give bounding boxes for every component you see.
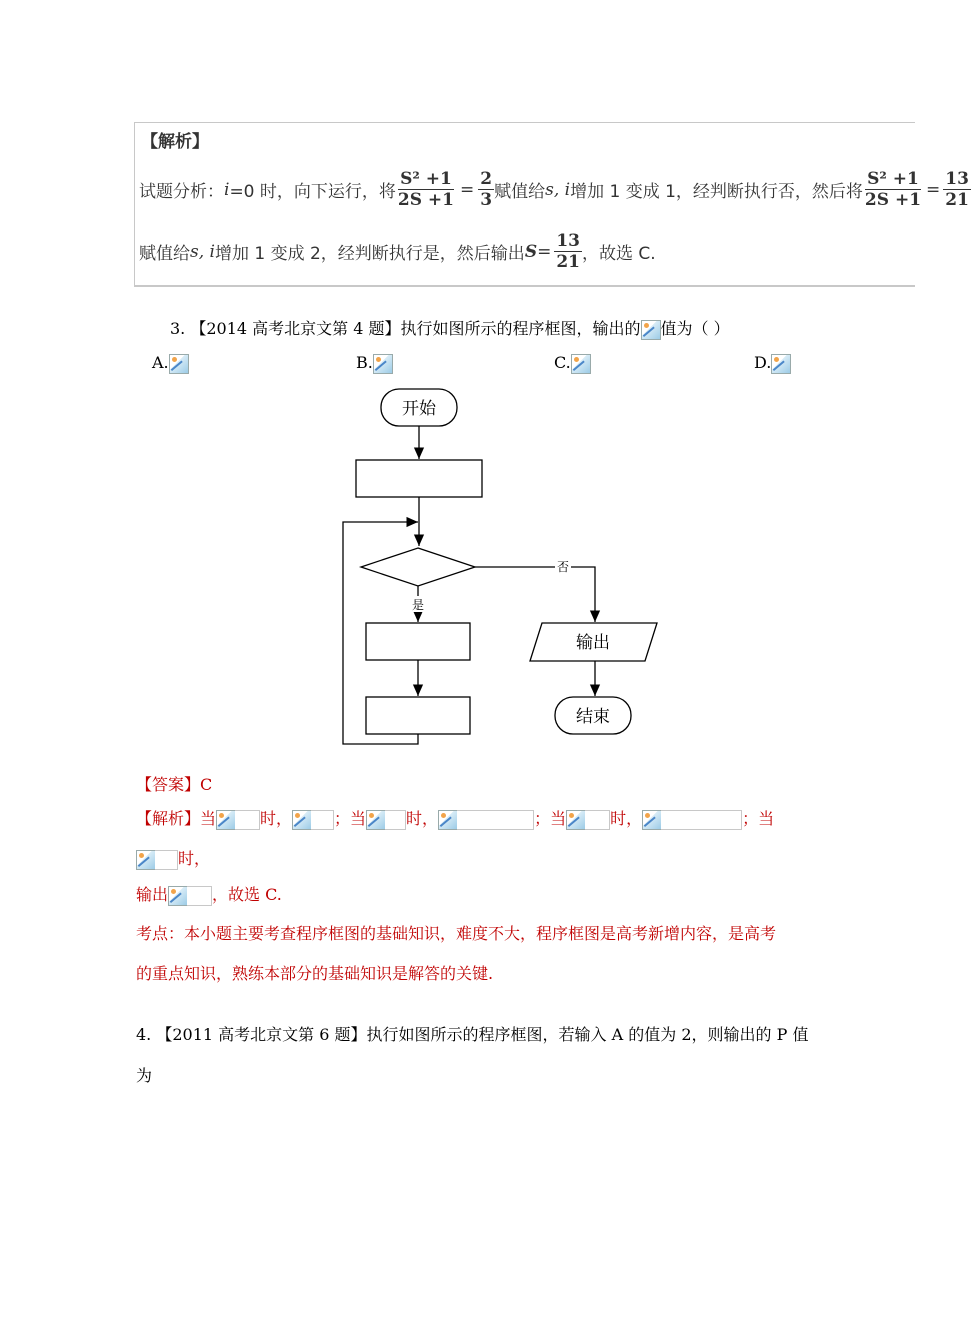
fraction-4: $\frac{13}{21}$ xyxy=(945,169,969,210)
fraction-5: $\frac{13}{21}$ xyxy=(556,231,581,272)
no-label: 否 xyxy=(556,560,570,574)
fraction-1: $\frac{\text{S² +1}}{2S +1}$ xyxy=(397,169,455,210)
analysis-line-1: 试题分析： i =0 时，向下运行，将 $\frac{\text{S² +1}}{2S +1}$ = $\frac{2}{3}$ 赋值给 s, i 增加 1 变成 1，经判断执行否，然后将 $\frac{\text{S² +1}}{2S +1}$ = $\frac{13}{21}$ xyxy=(139,169,969,210)
formula-image-icon xyxy=(438,810,457,830)
formula-image-icon xyxy=(566,810,585,830)
formula-image-icon xyxy=(216,810,235,830)
kaodian-line-2: 的重点知识，熟练本部分的基础知识是解答的关键. xyxy=(136,964,494,983)
answer-analysis-line-2: 时， xyxy=(136,846,210,870)
answer-output-line: 输出 ，故选 C. xyxy=(136,885,282,904)
formula-image-icon xyxy=(136,850,155,870)
fraction-3: $\frac{\text{S² +1}}{2S +1}$ xyxy=(864,169,922,210)
option-b[interactable]: B. xyxy=(356,353,393,374)
question-4-stem-line-2: 为 xyxy=(136,1066,153,1085)
option-c[interactable]: C. xyxy=(554,353,591,374)
formula-image-icon xyxy=(168,886,187,906)
option-d[interactable]: D. xyxy=(754,353,791,374)
yes-label: 是 xyxy=(411,598,425,612)
analysis-line-2: 赋值给 s, i 增加 1 变成 2，经判断执行是，然后输出 S = $\frac{13}{21}$ ，故选 C. xyxy=(139,231,656,272)
loop-process-box-1 xyxy=(366,623,470,660)
kaodian-line-1: 考点：本小题主要考查程序框图的基础知识，难度不大，程序框图是高考新增内容，是高考 xyxy=(136,924,777,943)
start-label: 开始 xyxy=(402,399,436,419)
formula-image-icon xyxy=(292,810,311,830)
init-process-box xyxy=(356,460,482,497)
end-label: 结束 xyxy=(576,707,610,727)
loop-process-box-2 xyxy=(366,697,470,734)
question-3-stem: 3. 【2014 高考北京文第 4 题】执行如图所示的程序框图，输出的 值为（ ） xyxy=(170,319,730,338)
formula-image-icon xyxy=(642,810,661,830)
decision-diamond xyxy=(361,548,475,586)
question-4-stem-line-1: 4. 【2011 高考北京文第 6 题】执行如图所示的程序框图，若输入 A 的值为 2，则输出的 P 值 xyxy=(136,1025,809,1044)
answer-label: 【答案】C xyxy=(136,775,213,794)
fraction-2: $\frac{2}{3}$ xyxy=(480,169,493,210)
answer-analysis-line-1: 【解析】当 时， ；当 时， ；当 时， ；当 xyxy=(136,809,775,828)
option-a[interactable]: A. xyxy=(152,353,189,374)
formula-image-icon xyxy=(366,810,385,830)
output-label: 输出 xyxy=(576,633,610,653)
analysis-header: 【解析】 xyxy=(141,132,209,152)
